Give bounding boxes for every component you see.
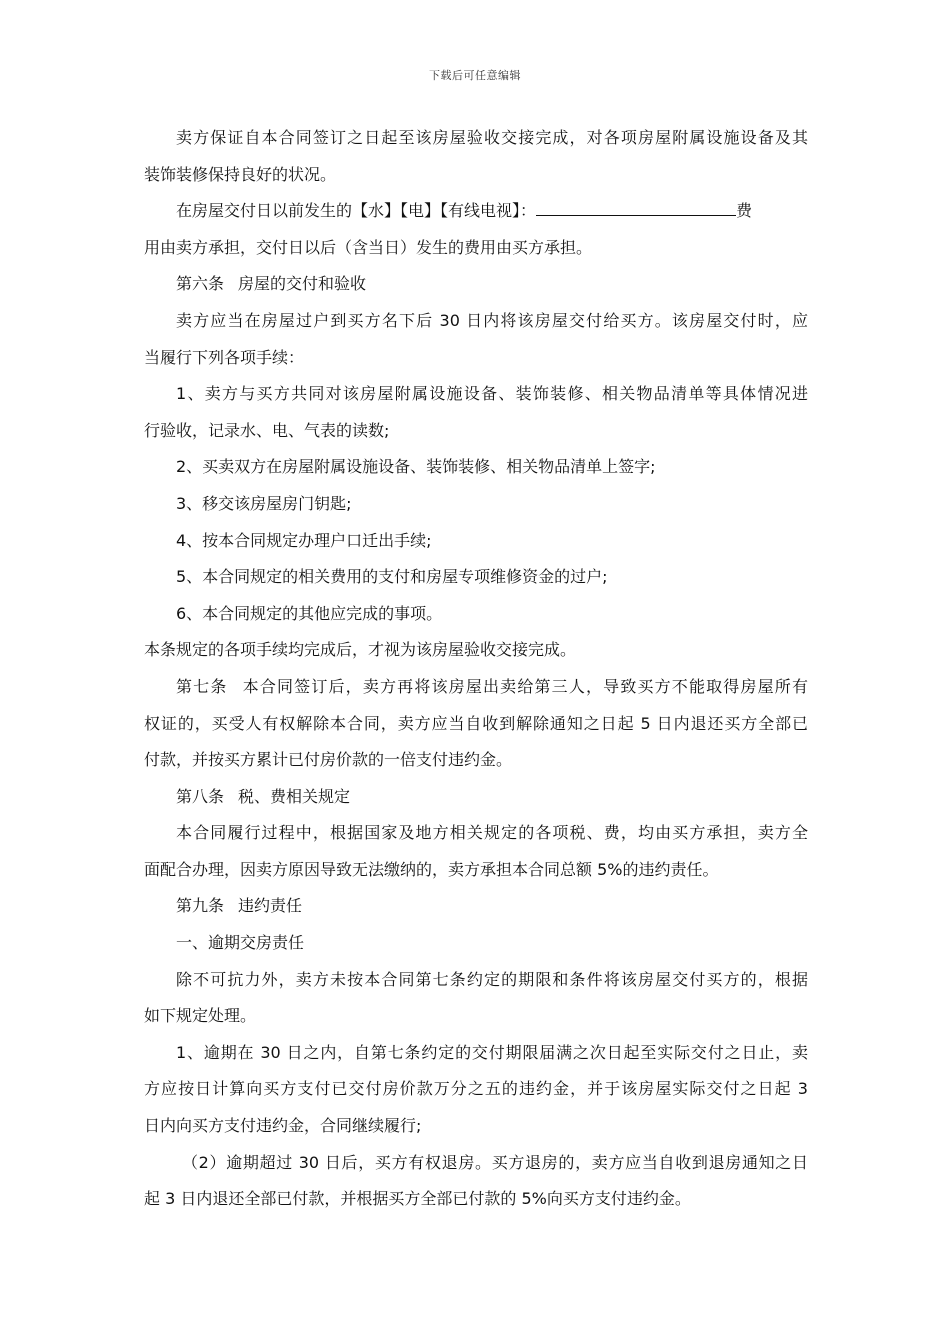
- paragraph-line: 面配合办理，因卖方原因导致无法缴纳的，卖方承担本合同总额 5%的违约责任。: [144, 859, 719, 879]
- page-header-note: 下载后可任意编辑: [429, 69, 521, 82]
- list-item: 3、移交该房屋房门钥匙;: [176, 493, 352, 513]
- paragraph-line: 起 3 日内退还全部已付款，并根据买方全部已付款的 5%向买方支付违约金。: [144, 1189, 691, 1209]
- paragraph-line: 本条规定的各项手续均完成后，才视为该房屋验收交接完成。: [144, 640, 577, 660]
- list-item: 4、按本合同规定办理户口迁出手续;: [176, 530, 432, 550]
- list-item: 5、本合同规定的相关费用的支付和房屋专项维修资金的过户;: [176, 567, 608, 587]
- article-text: 本合同签订后，卖方再将该房屋出卖给第三人，导致买方不能取得房屋所有: [241, 676, 808, 696]
- paragraph-line: 当履行下列各项手续：: [144, 347, 305, 367]
- article-number: 第六条: [176, 274, 225, 294]
- article-number: 第八条: [176, 786, 225, 806]
- paragraph-line: 用由卖方承担，交付日以后（含当日）发生的费用由买方承担。: [144, 237, 593, 257]
- article-6-heading: [144, 266, 808, 303]
- utility-fee-line: [144, 193, 808, 230]
- paragraph-line: 方应按日计算向买方支付已交付房价款万分之五的违约金，并于该房屋实际交付之日起 3: [144, 1079, 808, 1099]
- list-item-continuation: 行验收，记录水、电、气表的读数;: [144, 420, 390, 440]
- utility-fee-text-end: 费: [736, 201, 753, 221]
- article-number: 第九条: [176, 896, 225, 916]
- article-title: 房屋的交付和验收: [238, 274, 367, 294]
- paragraph-line: 权证的，买受人有权解除本合同，卖方应当自收到解除通知之日起 5 日内退还买方全部已: [144, 713, 808, 733]
- paragraph-line: 1、逾期在 30 日之内，自第七条约定的交付期限届满之次日起至实际交付之日止，卖: [176, 1042, 808, 1062]
- article-number: 第七条: [176, 676, 228, 696]
- sub-heading: 一、逾期交房责任: [176, 933, 305, 953]
- list-item: 2、买卖双方在房屋附属设施设备、装饰装修、相关物品清单上签字;: [176, 457, 656, 477]
- paragraph-line: 如下规定处理。: [144, 1006, 257, 1026]
- paragraph-line: 卖方保证自本合同签订之日起至该房屋验收交接完成，对各项房屋附属设施设备及其: [176, 128, 808, 147]
- paragraph-line: 除不可抗力外，卖方未按本合同第七条约定的期限和条件将该房屋交付买方的，根据: [176, 969, 808, 989]
- utility-fee-text: 在房屋交付日以前发生的【水】【电】【有线电视】：: [176, 201, 537, 221]
- list-item: 6、本合同规定的其他应完成的事项。: [176, 603, 443, 623]
- paragraph-line: （2）逾期超过 30 日后，买方有权退房。买方退房的，卖方应当自收到退房通知之日: [182, 1152, 808, 1172]
- paragraph-line: 卖方应当在房屋过户到买方名下后 30 日内将该房屋交付给买方。该房屋交付时，应: [176, 310, 808, 330]
- article-title: 税、费相关规定: [238, 786, 351, 806]
- article-8-heading: [144, 779, 808, 816]
- paragraph-line: 日内向买方支付违约金，合同继续履行;: [144, 1116, 422, 1136]
- paragraph-line: 本合同履行过程中，根据国家及地方相关规定的各项税、费，均由买方承担，卖方全: [176, 823, 808, 843]
- fill-in-blank: [536, 197, 736, 216]
- article-title: 违约责任: [238, 896, 303, 916]
- document-body: [144, 120, 808, 1218]
- paragraph-line: 付款，并按买方累计已付房价款的一倍支付违约金。: [144, 750, 513, 770]
- list-item: 1、卖方与买方共同对该房屋附属设施设备、装饰装修、相关物品清单等具体情况进: [176, 384, 808, 404]
- article-9-heading: [144, 888, 808, 925]
- article-7-line: [144, 669, 808, 706]
- paragraph-line: 装饰装修保持良好的状况。: [144, 164, 337, 184]
